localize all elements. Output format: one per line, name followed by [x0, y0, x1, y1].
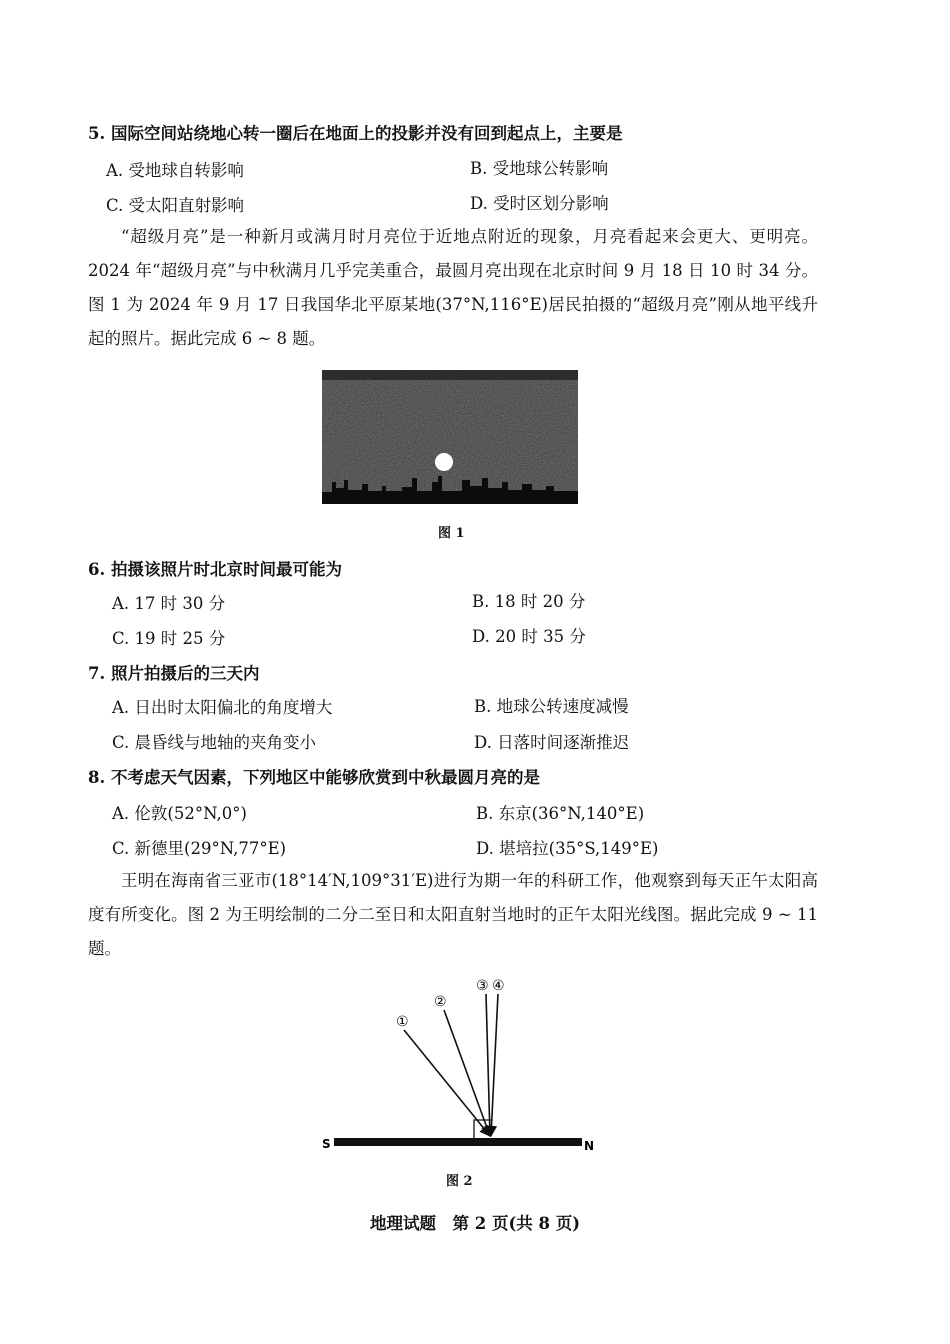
- q6-stem: 6. 拍摄该照片时北京时间最可能为: [88, 560, 342, 579]
- q6-option-a: A. 17 时 30 分: [112, 594, 226, 613]
- q7-option-c: C. 晨昏线与地轴的夹角变小: [112, 733, 317, 752]
- q8-option-a: A. 伦敦(52°N,0°): [112, 804, 247, 823]
- q7-option-a: A. 日出时太阳偏北的角度增大: [112, 698, 333, 717]
- q6-option-d: D. 20 时 35 分: [472, 627, 586, 646]
- ray-3-label: ③: [476, 978, 489, 994]
- ray-2: [444, 1010, 490, 1136]
- q8-option-b: B. 东京(36°N,140°E): [476, 804, 645, 823]
- ground-line: [334, 1138, 582, 1146]
- ray-2-label: ②: [434, 994, 447, 1010]
- q8-option-d: D. 堪培拉(35°S,149°E): [476, 839, 659, 858]
- q5-stem: 5. 国际空间站绕地心转一圈后在地面上的投影并没有回到起点上，主要是: [88, 124, 623, 143]
- q7-option-d: D. 日落时间逐渐推迟: [474, 733, 630, 752]
- ray-4-label: ④: [492, 978, 505, 994]
- north-label: N: [584, 1139, 595, 1153]
- q5-option-b: B. 受地球公转影响: [470, 159, 609, 178]
- ray-3: [486, 994, 490, 1136]
- q6-option-b: B. 18 时 20 分: [472, 592, 586, 611]
- passage-supermoon: [88, 220, 818, 356]
- page-footer: 地理试题 第 2 页(共 8 页): [369, 1214, 581, 1233]
- south-label: S: [322, 1137, 331, 1151]
- fig2-sun-ray-diagram: [310, 970, 610, 1160]
- q5-option-a: A. 受地球自转影响: [106, 161, 244, 180]
- q8-option-c: C. 新德里(29°N,77°E): [112, 839, 287, 858]
- passage-supermoon-text: “超级月亮”是一种新月或满月时月亮位于近地点附近的现象，月亮看起来会更大、更明亮。2024 年“超级月亮”与中秋满月几乎完美重合，最圆月亮出现在北京时间 9 月 18 日 10 时 34 分。图 1 为 2024 年 9 月 17 日我国华北平原某地(37°N,116°E)居民拍摄的“超级月亮”刚从地平线升起的照片。据此完成 6 ~ 8 题。: [88, 227, 818, 348]
- fig1-moon-photo: [322, 370, 578, 504]
- fig2-caption: 图 2: [446, 1174, 473, 1189]
- q8-stem: 8. 不考虑天气因素，下列地区中能够欣赏到中秋最圆月亮的是: [88, 768, 540, 787]
- passage-sanya-text: 王明在海南省三亚市(18°14′N,109°31′E)进行为期一年的科研工作，他观察到每天正午太阳高度有所变化。图 2 为王明绘制的二分二至日和太阳直射当地时的正午太阳光线图。据此完成 9 ~ 11 题。: [88, 871, 818, 958]
- q5-option-c: C. 受太阳直射影响: [106, 196, 245, 215]
- passage-sanya: [88, 864, 818, 966]
- q6-option-c: C. 19 时 25 分: [112, 629, 226, 648]
- q7-option-b: B. 地球公转速度减慢: [474, 697, 629, 716]
- q5-option-d: D. 受时区划分影响: [470, 194, 609, 213]
- ray-1-label: ①: [396, 1014, 409, 1030]
- ray-1: [404, 1030, 490, 1136]
- fig1-caption: 图 1: [438, 526, 465, 541]
- ray-4: [491, 994, 498, 1136]
- q7-stem: 7. 照片拍摄后的三天内: [88, 664, 260, 683]
- moon-icon: [435, 453, 453, 471]
